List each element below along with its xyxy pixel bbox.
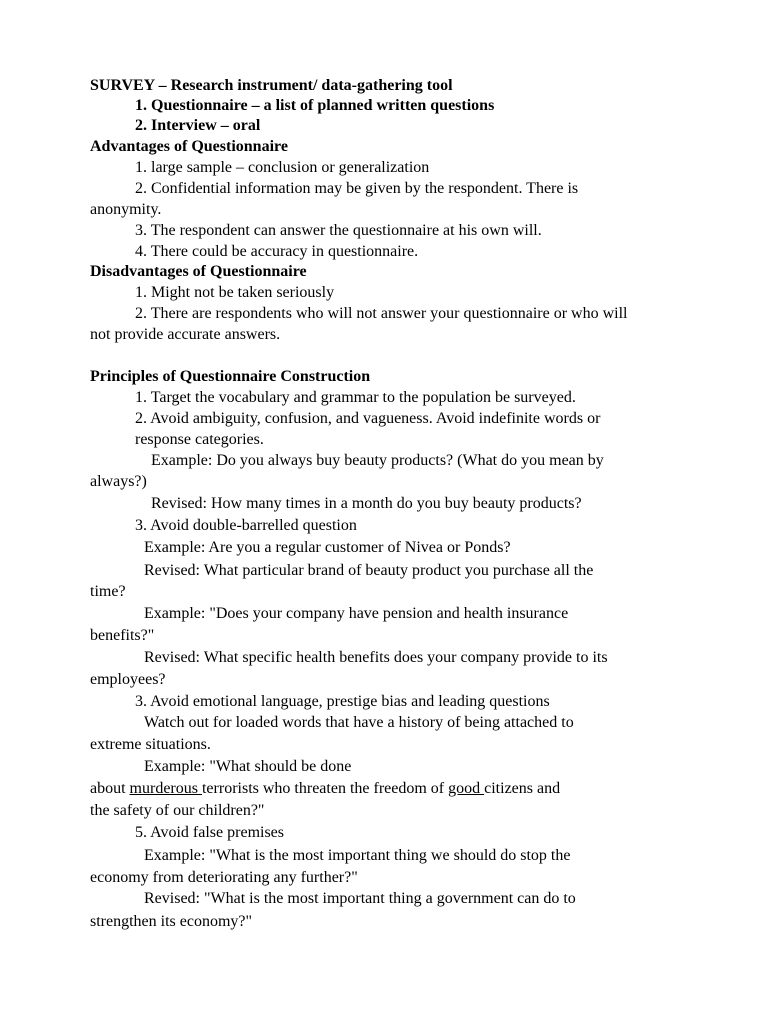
- principle-2-revised: Revised: How many times in a month do you buy beauty products?: [151, 495, 582, 512]
- principle-4-example-line-3: the safety of our children?": [90, 802, 265, 819]
- disadvantages-heading: Disadvantages of Questionnaire: [90, 263, 307, 280]
- principle-2-example-cont: always?): [90, 473, 147, 490]
- disadvantage-item-2-cont: not provide accurate answers.: [90, 326, 281, 343]
- principle-5-example: Example: "What is the most important thing we should do stop the: [144, 847, 571, 864]
- advantages-heading: Advantages of Questionnaire: [90, 138, 288, 155]
- principle-5-example-cont: economy from deteriorating any further?": [90, 869, 358, 886]
- principle-4-watch-cont: extreme situations.: [90, 736, 211, 753]
- principle-4-example-text-c: citizens and: [484, 780, 561, 797]
- principle-4-example-text-b: terrorists who threaten the freedom of: [201, 780, 449, 797]
- advantage-item-2-cont: anonymity.: [90, 201, 162, 218]
- advantage-item-1: 1. large sample – conclusion or generalization: [135, 159, 430, 176]
- disadvantage-item-2: 2. There are respondents who will not answer your questionnaire or who will: [135, 305, 628, 322]
- disadvantage-item-1: 1. Might not be taken seriously: [135, 284, 335, 301]
- principle-3-example-2: Example: "Does your company have pension and health insurance: [144, 605, 569, 622]
- principle-4-example-line-2: [90, 779, 560, 799]
- principle-3-revised-1: Revised: What particular brand of beauty product you purchase all the: [144, 562, 594, 579]
- principle-3-revised-2: Revised: What specific health benefits does your company provide to its: [144, 649, 608, 666]
- underlined-word-murderous: murderous: [129, 780, 202, 797]
- principle-4-example: Example: "What should be done: [144, 758, 352, 775]
- principle-3: 3. Avoid double-barrelled question: [135, 517, 357, 534]
- principle-2-cont: response categories.: [135, 431, 264, 448]
- survey-heading: SURVEY – Research instrument/ data-gathering tool: [90, 77, 453, 94]
- underlined-word-good: good: [448, 780, 485, 797]
- principle-4: 3. Avoid emotional language, prestige bias and leading questions: [135, 693, 550, 710]
- principle-5-revised: Revised: "What is the most important thing a government can do to: [144, 890, 576, 907]
- principle-5: 5. Avoid false premises: [135, 824, 285, 841]
- survey-item-interview: 2. Interview – oral: [135, 117, 261, 134]
- advantage-item-4: 4. There could be accuracy in questionnaire.: [135, 243, 419, 260]
- principle-1: 1. Target the vocabulary and grammar to the population be surveyed.: [135, 389, 576, 406]
- principle-2: 2. Avoid ambiguity, confusion, and vagueness. Avoid indefinite words or: [135, 410, 601, 427]
- principles-heading: Principles of Questionnaire Construction: [90, 368, 371, 385]
- principle-5-revised-cont: strengthen its economy?": [90, 913, 253, 930]
- advantage-item-3: 3. The respondent can answer the questionnaire at his own will.: [135, 222, 542, 239]
- principle-3-revised-1-cont: time?: [90, 583, 126, 600]
- principle-3-revised-2-cont: employees?: [90, 671, 166, 688]
- principle-2-example: Example: Do you always buy beauty products? (What do you mean by: [151, 452, 604, 469]
- principle-3-example-1: Example: Are you a regular customer of Nivea or Ponds?: [144, 539, 511, 556]
- principle-4-watch: Watch out for loaded words that have a history of being attached to: [144, 714, 574, 731]
- principle-4-example-text-a: about: [90, 780, 130, 797]
- advantage-item-2: 2. Confidential information may be given by the respondent. There is: [135, 180, 579, 197]
- survey-item-questionnaire: 1. Questionnaire – a list of planned written questions: [135, 97, 495, 114]
- principle-3-example-2-cont: benefits?": [90, 627, 155, 644]
